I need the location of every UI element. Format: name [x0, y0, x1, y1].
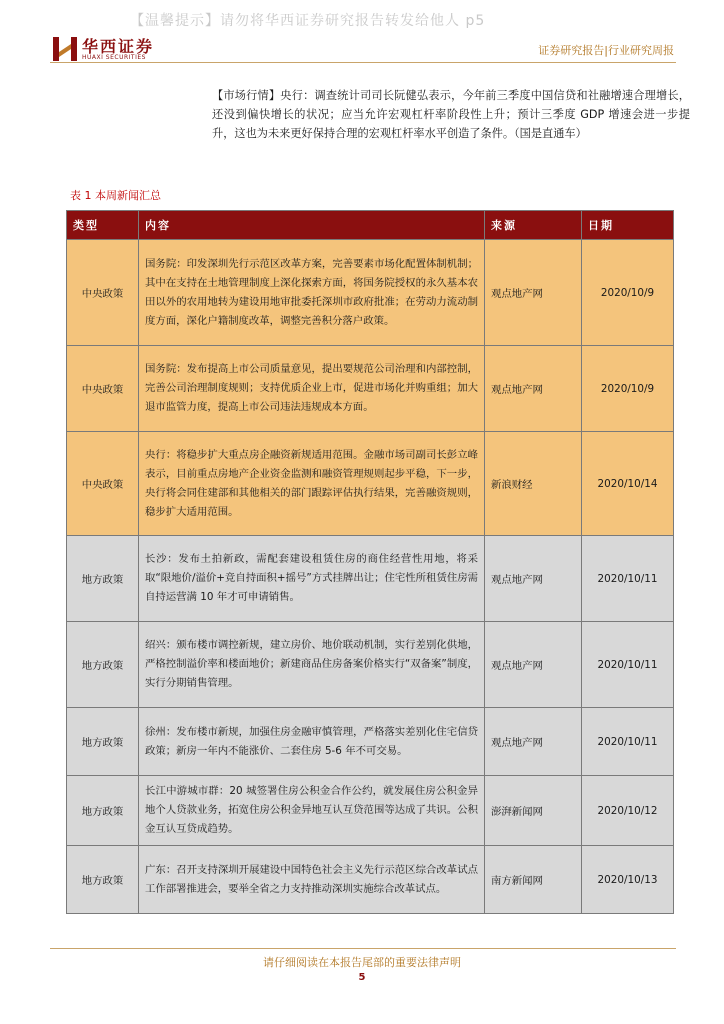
table-row	[67, 346, 674, 432]
huaxi-logo-icon	[52, 36, 78, 62]
cell-type: 地方政策	[67, 708, 139, 776]
cell-type: 地方政策	[67, 846, 139, 914]
cell-content: 长沙：发布土拍新政，需配套建设租赁住房的商住经营性用地，将采取“限地价/溢价+竞自持面积+摇号”方式挂牌出让；住宅性所租赁住房需自持运营满 10 年才可申请销售。	[139, 536, 485, 622]
table-row	[67, 536, 674, 622]
cell-type: 地方政策	[67, 622, 139, 708]
table-row	[67, 846, 674, 914]
cell-source: 观点地产网	[485, 708, 582, 776]
table-header-row	[67, 211, 674, 240]
table-row	[67, 240, 674, 346]
header-divider	[50, 62, 676, 63]
logo-english-name: HUAXI SECURITIES	[82, 54, 146, 61]
table-caption: 表 1 本周新闻汇总	[70, 189, 161, 202]
cell-date: 2020/10/11	[582, 536, 674, 622]
cell-date: 2020/10/13	[582, 846, 674, 914]
cell-content: 绍兴：颁布楼市调控新规，建立房价、地价联动机制，实行差别化供地，严格控制溢价率和楼面地价；新建商品住房备案价格实行“双备案”制度，实行分期销售管理。	[139, 622, 485, 708]
cell-source: 观点地产网	[485, 622, 582, 708]
table-row	[67, 708, 674, 776]
footer-divider	[50, 948, 676, 949]
table-row	[67, 622, 674, 708]
cell-source: 南方新闻网	[485, 846, 582, 914]
logo-chinese-name: 华西证券	[82, 37, 155, 56]
cell-content: 广东：召开支持深圳开展建设中国特色社会主义先行示范区综合改革试点工作部署推进会，要举全省之力支持推动深圳实施综合改革试点。	[139, 846, 485, 914]
watermark-text: 【温馨提示】请勿将华西证券研究报告转发给他人 p5	[130, 13, 486, 29]
cell-source: 新浪财经	[485, 432, 582, 536]
table-row	[67, 432, 674, 536]
cell-type: 地方政策	[67, 776, 139, 846]
table-row	[67, 776, 674, 846]
cell-date: 2020/10/9	[582, 240, 674, 346]
cell-content: 徐州：发布楼市新规，加强住房金融审慎管理，严格落实差别化住宅信贷政策；新房一年内不能涨价、二套住房 5-6 年不可交易。	[139, 708, 485, 776]
page-number: 5	[358, 972, 366, 983]
cell-date: 2020/10/14	[582, 432, 674, 536]
news-summary-table	[66, 210, 674, 914]
report-category: 证券研究报告|行业研究周报	[538, 44, 674, 57]
header-content: 内容	[139, 211, 485, 240]
header-type: 类型	[67, 211, 139, 240]
cell-date: 2020/10/12	[582, 776, 674, 846]
cell-content: 央行：将稳步扩大重点房企融资新规适用范围。金融市场司副司长彭立峰表示，目前重点房地产企业资金监测和融资管理规则起步平稳，下一步，央行将会同住建部和其他相关的部门跟踪评估执行结果，完善融资规则，稳步扩大适用范围。	[139, 432, 485, 536]
header-date: 日期	[582, 211, 674, 240]
cell-type: 中央政策	[67, 346, 139, 432]
cell-date: 2020/10/11	[582, 708, 674, 776]
cell-source: 观点地产网	[485, 346, 582, 432]
cell-type: 地方政策	[67, 536, 139, 622]
cell-content: 长江中游城市群：20 城签署住房公积金合作公约，就发展住房公积金异地个人贷款业务，拓宽住房公积金异地互认互贷范围等达成了共识。公积金互认互贷成趋势。	[139, 776, 485, 846]
cell-type: 中央政策	[67, 432, 139, 536]
cell-source: 澎湃新闻网	[485, 776, 582, 846]
market-news-paragraph: 【市场行情】央行：调查统计司司长阮健弘表示，今年前三季度中国信贷和社融增速合理增长，还没到偏快增长的状况；应当允许宏观杠杆率阶段性上升；预计三季度 GDP 增速会进一步提升，这也为未来更好保持合理的宏观杠杆率水平创造了条件。（国是直通车）	[212, 89, 690, 140]
cell-source: 观点地产网	[485, 240, 582, 346]
cell-type: 中央政策	[67, 240, 139, 346]
cell-source: 观点地产网	[485, 536, 582, 622]
cell-date: 2020/10/11	[582, 622, 674, 708]
cell-date: 2020/10/9	[582, 346, 674, 432]
cell-content: 国务院：印发深圳先行示范区改革方案，完善要素市场化配置体制机制；其中在支持在土地管理制度上深化探索方面，将国务院授权的永久基本农田以外的农用地转为建设用地审批委托深圳市政府批准；在劳动力流动制度方面，深化户籍制度改革，调整完善积分落户政策。	[139, 240, 485, 346]
header-source: 来源	[485, 211, 582, 240]
cell-content: 国务院：发布提高上市公司质量意见，提出要规范公司治理和内部控制，完善公司治理制度规则；支持优质企业上市，促进市场化并购重组；加大退市监管力度，提高上市公司违法违规成本方面。	[139, 346, 485, 432]
legal-disclaimer-notice: 请仔细阅读在本报告尾部的重要法律声明	[263, 956, 461, 969]
